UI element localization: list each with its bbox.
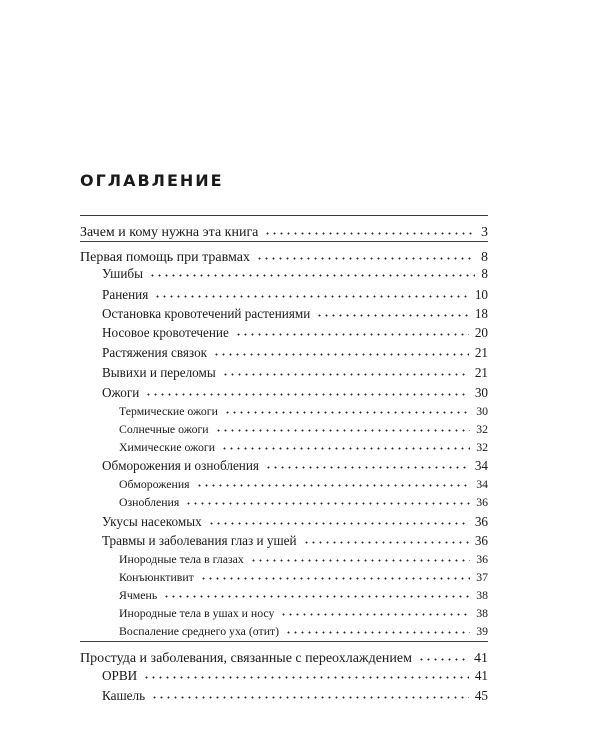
toc-entry[interactable]: [119, 403, 488, 421]
toc-entry-title: Носовое кровотечение: [102, 325, 229, 341]
toc-entry-page: 21: [474, 345, 488, 361]
dot-leader: [196, 477, 471, 489]
toc-entry[interactable]: [80, 222, 488, 240]
toc-entry-page: 30: [476, 403, 488, 418]
toc-entry[interactable]: [119, 494, 488, 512]
toc-entry-title: Зачем и кому нужна эта книга: [80, 225, 259, 240]
toc-entry-title: Первая помощь при травмах: [80, 250, 250, 265]
dot-leader: [154, 287, 469, 300]
toc-entry-page: 20: [474, 325, 488, 341]
dot-leader: [235, 325, 469, 338]
dot-leader: [151, 688, 469, 701]
toc-entry-page: 38: [476, 605, 488, 620]
toc-entry[interactable]: [119, 551, 488, 569]
toc-entry[interactable]: [102, 532, 488, 550]
dot-leader: [418, 649, 468, 663]
toc-entry-page: 3: [481, 225, 488, 240]
toc-entry[interactable]: [102, 305, 488, 323]
section-divider: [80, 641, 488, 642]
toc-entry-page: 36: [474, 514, 488, 530]
dot-leader: [265, 458, 469, 471]
toc-entry[interactable]: [102, 384, 488, 402]
toc-entry-page: 32: [476, 421, 488, 436]
toc-entry-title: Вывихи и переломы: [102, 365, 216, 381]
toc-entry-title: Химические ожоги: [119, 439, 216, 454]
dot-leader: [185, 495, 470, 507]
dot-leader: [208, 514, 469, 527]
toc-entry-page: 36: [476, 551, 488, 566]
dot-leader: [163, 588, 470, 600]
toc-entry[interactable]: [102, 364, 488, 382]
dot-leader: [200, 570, 470, 582]
toc-entry[interactable]: [80, 648, 488, 666]
toc-entry[interactable]: [102, 286, 488, 304]
toc-entry-page: 41: [474, 651, 488, 666]
toc-entry[interactable]: [119, 569, 488, 587]
toc-entry-title: Травмы и заболевания глаз и ушей: [102, 533, 297, 549]
toc-entry-title: Остановка кровотечений растениями: [102, 306, 311, 322]
toc-entry[interactable]: [102, 324, 488, 342]
dot-leader: [149, 266, 475, 279]
toc-entry[interactable]: [119, 605, 488, 623]
section-divider: [80, 215, 488, 216]
toc-entry-page: 32: [476, 439, 488, 454]
toc-entry-page: 21: [474, 365, 488, 381]
toc-entry-title: Обморожения и ознобления: [102, 458, 259, 474]
page-title: ОГЛАВЛЕНИЕ: [80, 171, 224, 190]
dot-leader: [285, 624, 470, 636]
toc-entry-title: Ушибы: [102, 266, 143, 282]
dot-leader: [222, 365, 469, 378]
toc-entry-page: 10: [474, 287, 488, 303]
toc-entry-title: Обморожения: [119, 476, 190, 491]
toc-entry-title: Ожоги: [102, 385, 140, 401]
toc-entry[interactable]: [102, 457, 488, 475]
toc-entry-title: Укусы насекомых: [102, 514, 202, 530]
dot-leader: [215, 422, 471, 434]
toc-entry-title: Ранения: [102, 287, 149, 303]
toc-entry-title: ОРВИ: [102, 668, 138, 684]
toc-entry-title: Ознобления: [119, 494, 180, 509]
toc-entry[interactable]: [102, 667, 488, 685]
toc-entry[interactable]: [119, 587, 488, 605]
toc-entry-title: Кашель: [102, 688, 146, 704]
toc-entry-title: Воспаление среднего уха (отит): [119, 623, 280, 638]
toc-entry-page: 38: [476, 587, 488, 602]
toc-entry-page: 36: [474, 533, 488, 549]
toc-entry-title: Термические ожоги: [119, 403, 218, 418]
dot-leader: [250, 552, 470, 564]
toc-entry-page: 45: [474, 688, 488, 704]
toc-entry[interactable]: [119, 439, 488, 457]
toc-entry[interactable]: [119, 421, 488, 439]
dot-leader: [264, 223, 475, 237]
toc-entry-page: 36: [476, 494, 488, 509]
toc-entry-page: 8: [481, 250, 488, 265]
dot-leader: [213, 345, 469, 358]
toc-entry-page: 34: [474, 458, 488, 474]
toc-entry-page: 39: [476, 623, 488, 638]
toc-entry-page: 8: [481, 266, 488, 282]
dot-leader: [143, 668, 469, 681]
toc-entry-page: 34: [476, 476, 488, 491]
toc-entry[interactable]: [102, 513, 488, 531]
toc-entry[interactable]: [102, 265, 488, 283]
toc-entry-title: Растяжения связок: [102, 345, 208, 361]
section-divider: [80, 241, 488, 242]
dot-leader: [221, 440, 470, 452]
toc-entry-page: 37: [476, 569, 488, 584]
toc-entry-page: 18: [474, 306, 488, 322]
toc-entry[interactable]: [80, 247, 488, 265]
toc-entry-title: Ячмень: [119, 587, 158, 602]
toc-entry[interactable]: [102, 687, 488, 705]
toc-entry-page: 30: [474, 385, 488, 401]
toc-entry[interactable]: [119, 476, 488, 494]
toc-entry-title: Солнечные ожоги: [119, 421, 209, 436]
toc-entry-title: Инородные тела в ушах и носу: [119, 605, 275, 620]
dot-leader: [316, 306, 469, 319]
toc-entry-title: Конъюнктивит: [119, 569, 194, 584]
toc-entry-page: 41: [474, 668, 488, 684]
dot-leader: [280, 606, 470, 618]
dot-leader: [303, 533, 469, 546]
toc-entry[interactable]: [119, 623, 488, 641]
toc-entry-title: Инородные тела в глазах: [119, 551, 244, 566]
toc-entry[interactable]: [102, 344, 488, 362]
toc-entry-title: Простуда и заболевания, связанные с переохлаждением: [80, 651, 412, 666]
dot-leader: [145, 385, 468, 398]
dot-leader: [256, 248, 475, 262]
dot-leader: [224, 404, 470, 416]
